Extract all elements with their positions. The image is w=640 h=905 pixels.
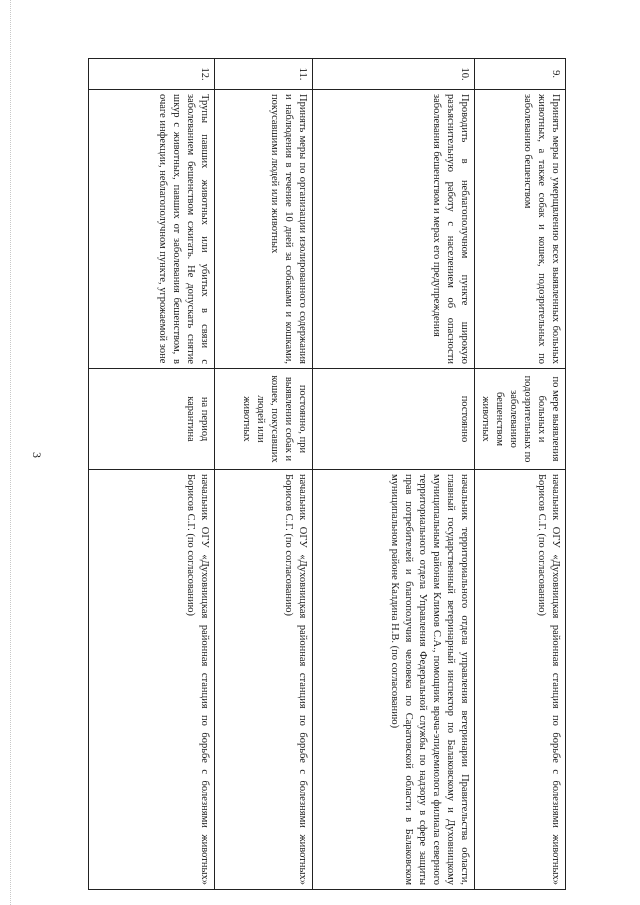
- measures-table: [88, 58, 566, 890]
- responsible-cell: начальник ОГУ «Духовницкая районная станция по борьбе с болезнями животных» Борисов С.Г. (по согласованию): [475, 470, 566, 890]
- responsible-cell: начальник ОГУ «Духовницкая районная станция по борьбе с болезнями животных» Борисов С.Г. (по согласованию): [215, 470, 313, 890]
- term-cell: на период карантина: [89, 369, 215, 470]
- responsible-cell: начальник ОГУ «Духовницкая районная станция по борьбе с болезнями животных» Борисов С.Г. (по согласованию): [89, 470, 215, 890]
- row-number: 11.: [215, 59, 313, 90]
- table-row: [475, 59, 566, 890]
- term-cell: постоянно: [313, 369, 475, 470]
- responsible-cell: начальник территориального отдела управления ветеринарии Правительства области, главный государственный ветеринарный инспектор по Балаковскому и Духовницкому муниципальным районам Климов С.А., помощник врача-эпидемиолога филиала северного территориального отдела Управления Федеральной службы по надзору в сфере защиты прав потребителей и благополучия человека по Саратовской области в Балаковском муниципальном районе Калдина Н.В. (по согласованию): [313, 470, 475, 890]
- table-row: [313, 59, 475, 890]
- table-row: [89, 59, 215, 890]
- term-cell: по мере выявления больных и подозрительных по заболеванию бешенством животных: [475, 369, 566, 470]
- task-cell: Проводить в неблагополучном пункте широкую разъяснительную работу с населением об опасности заболевания бешенством и мерах его предупреждения: [313, 90, 475, 369]
- row-number: 10.: [313, 59, 475, 90]
- term-cell: постоянно, при выявлении собак и кошек, покусавших людей или животных: [215, 369, 313, 470]
- scan-edge-marks: [10, 0, 12, 905]
- task-cell: Трупы павших животных или убитых в связи с заболеванием бешенством сжигать. Не допускать снятие шкур с животных, павших от заболевания бешенством, в очаге инфекции, неблагополучном пункте, угрожаемой зоне: [89, 90, 215, 369]
- row-number: 9.: [475, 59, 566, 90]
- task-cell: Принять меры по умерщвлению всех выявленных больных животных, а также собак и кошек, подозрительных по заболеванию бешенством: [475, 90, 566, 369]
- page-number: 3: [30, 452, 44, 458]
- task-cell: Принять меры по организации изолированного содержания и наблюдения в течение 10 дней за собаками и кошками, покусавшими людей или животных: [215, 90, 313, 369]
- row-number: 12.: [89, 59, 215, 90]
- table-row: [215, 59, 313, 890]
- rotated-table-wrapper: [92, 58, 566, 890]
